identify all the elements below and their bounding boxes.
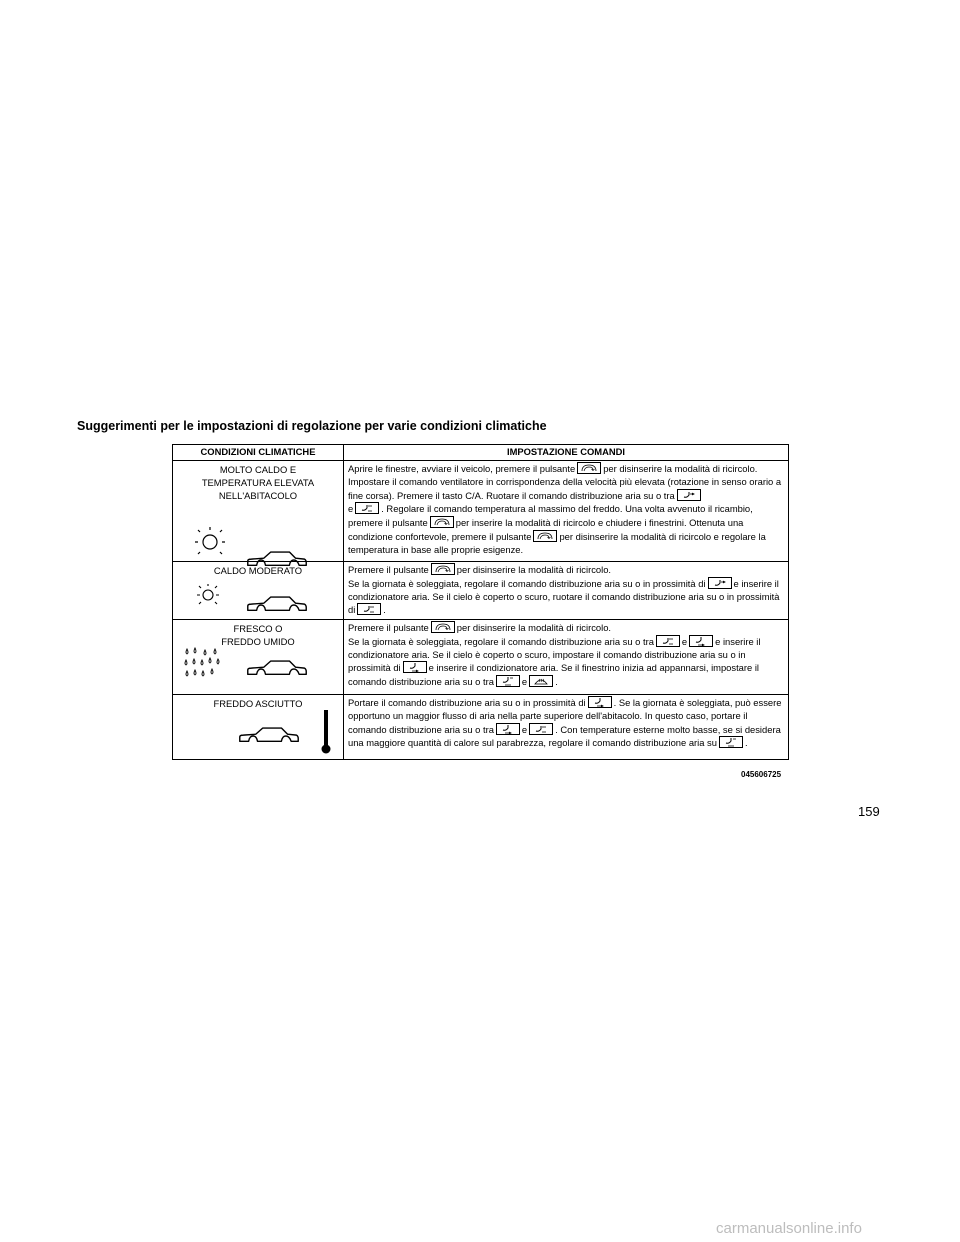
settings-text: .: [555, 676, 558, 688]
car-icon: [238, 725, 300, 747]
car-icon: [246, 594, 308, 616]
recirculation-icon: [430, 516, 454, 528]
settings-text: e: [681, 635, 688, 647]
settings-text: e: [521, 676, 528, 688]
sun-icon: [195, 582, 225, 608]
panel-vent-icon: [677, 489, 701, 501]
settings-cell: [344, 695, 788, 759]
thermometer-icon: [321, 709, 331, 755]
header-conditions: CONDIZIONI CLIMATICHE: [173, 445, 344, 461]
floor-icon: [588, 696, 612, 708]
table-row: [173, 695, 789, 760]
settings-text: . Regolare il comando temperatura al massimo del freddo. Una volta avvenuto il ricambio, premere il pulsante: [348, 503, 753, 529]
condition-cell: [173, 562, 343, 617]
settings-cell: [344, 620, 788, 694]
table-row: [173, 562, 789, 620]
settings-text: . Con temperature esterne molto basse, se si desidera una maggiore quantità di calore sul parabrezza, regolare il comando distribuzione aria su: [348, 723, 781, 749]
settings-text: Premere il pulsante: [348, 622, 429, 633]
settings-text: Se la giornata è soleggiata, regolare il comando distribuzione aria su o tra: [348, 635, 654, 647]
bilevel-icon: [355, 502, 379, 514]
condition-label: FREDDO ASCIUTTO: [213, 698, 303, 709]
settings-text: Portare il comando distribuzione aria su o in prossimità di: [348, 697, 586, 708]
page-number: 159: [858, 804, 880, 819]
figure-code: 045606725: [741, 770, 782, 779]
recirculation-icon: [431, 621, 455, 633]
settings-text: per disinserire la modalità di ricircolo e regolare la temperatura in base alle proprie esigenze.: [348, 530, 766, 555]
settings-text: e: [348, 503, 354, 515]
recirculation-icon: [577, 462, 601, 474]
settings-text: Aprire le finestre, avviare il veicolo, premere il pulsante: [348, 463, 576, 474]
defrost-icon: [529, 675, 553, 687]
settings-text: per disinserire la modalità di ricircolo. Impostare il comando ventilatore in corrispondenza della velocità più elevata (rotazione in senso orario a fine corsa). Premere il tasto C/A. Ruotare il comando distribuzione aria su o tra: [348, 463, 782, 501]
condition-label: CALDO MODERATO: [213, 565, 303, 576]
condition-label: FRESCO O FREDDO UMIDO: [221, 623, 295, 647]
condition-cell: [173, 620, 343, 692]
table-row: [173, 461, 789, 562]
bilevel-icon: [357, 603, 381, 615]
mix-icon: [496, 675, 520, 687]
recirculation-icon: [533, 530, 557, 542]
sun-icon: [193, 525, 233, 559]
settings-text: . Se la giornata è soleggiata, può essere opportuno un maggior flusso di aria nella parte superiore dell'abitacolo. In questo caso, portare il comando distribuzione aria su o tra: [348, 697, 782, 735]
climate-settings-table: [172, 444, 789, 760]
settings-text: Premere il pulsante: [348, 564, 429, 575]
settings-text: e inserire il condizionatore aria. Se il cielo è coperto o scuro, ruotare il comando distribuzione aria su o in prossimità di: [348, 577, 780, 616]
settings-text: per inserire la modalità di ricircolo e chiudere i finestrini. Ottenuta una condizione confortevole, premere il pulsante: [348, 517, 744, 542]
condition-cell: [173, 695, 343, 757]
settings-text: e inserire il condizionatore aria. Se il finestrino inizia ad appannarsi, impostare il comando distribuzione aria su o tra: [348, 662, 760, 688]
watermark: carmanualsonline.info: [716, 1220, 862, 1237]
header-settings: IMPOSTAZIONE COMANDI: [344, 445, 789, 461]
settings-text: Se la giornata è soleggiata, regolare il comando distribuzione aria su o in prossimità di: [348, 577, 706, 589]
bilevel-icon: [656, 635, 680, 647]
floor-icon: [689, 635, 713, 647]
floor-icon: [496, 723, 520, 735]
panel-vent-icon: [708, 577, 732, 589]
condition-cell: [173, 461, 343, 559]
settings-cell: [344, 562, 788, 619]
settings-text: per disinserire la modalità di ricircolo.: [456, 564, 612, 575]
car-icon: [246, 658, 308, 680]
floor-icon: [403, 661, 427, 673]
settings-text: per disinserire la modalità di ricircolo.: [456, 622, 612, 633]
table-row: [173, 620, 789, 695]
mix-icon: [719, 736, 743, 748]
settings-text: e inserire il condizionatore aria. Se il cielo è coperto o scuro, impostare il comando distribuzione aria su o in prossimità di: [348, 635, 761, 674]
raindrops-icon: [183, 646, 225, 686]
settings-text: .: [383, 604, 386, 616]
recirculation-icon: [431, 563, 455, 575]
settings-text: .: [744, 737, 748, 749]
settings-text: e: [521, 723, 528, 735]
bilevel-icon: [529, 723, 553, 735]
settings-cell: [344, 461, 788, 561]
page-title: Suggerimenti per le impostazioni di regolazione per varie condizioni climatiche: [77, 419, 547, 433]
condition-label: MOLTO CALDO E TEMPERATURA ELEVATA NELL'ABITACOLO: [201, 464, 315, 501]
